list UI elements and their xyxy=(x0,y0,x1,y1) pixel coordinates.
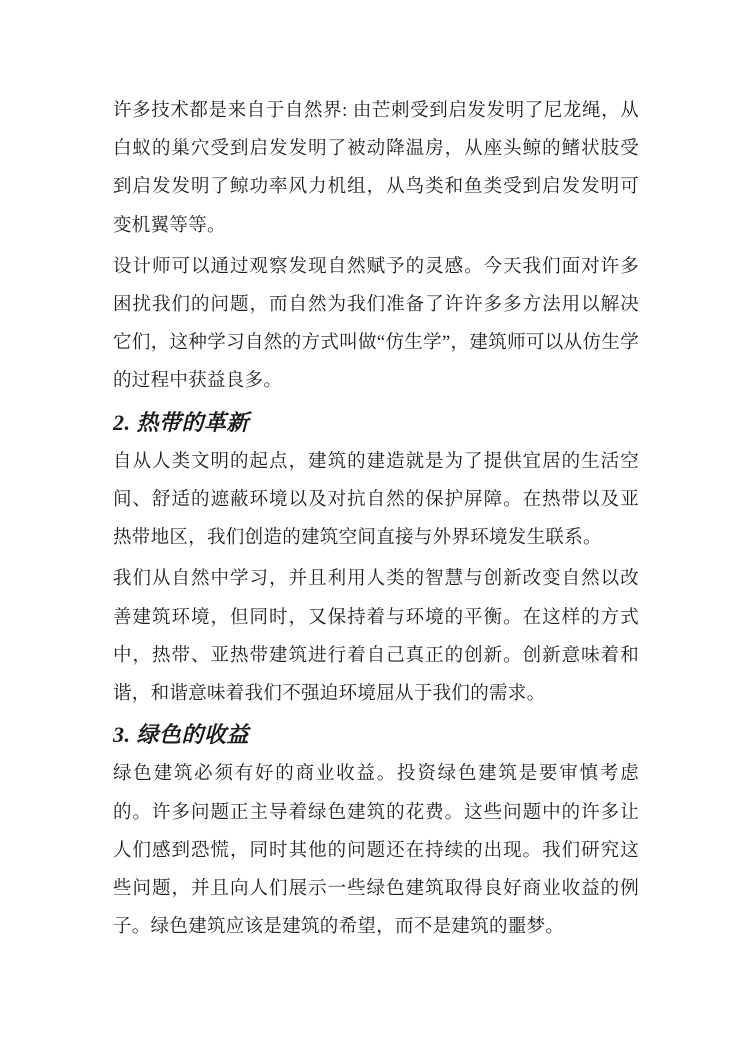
document-content xyxy=(113,92,639,946)
section-heading-tropical-innovation: 2. 热带的革新 xyxy=(113,409,250,435)
paragraph-design-inspiration: 设计师可以通过观察发现自然赋予的灵感。今天我们面对许多困扰我们的问题，而自然为我们准备了许许多多方法用以解决它们，这种学习自然的方式叫做“仿生学”，建筑师可以从仿生学的过程中获益良多。 xyxy=(113,256,639,392)
paragraph-biomimicry-examples: 许多技术都是来自于自然界: 由芒刺受到启发发明了尼龙绳，从白蚁的巢穴受到启发发明了被动降温房，从座头鲸的鳍状肢受到启发发明了鲸功率风力机组，从鸟类和鱼类受到启发发明可变机翼等等。 xyxy=(113,101,639,236)
paragraph-civilization-building: 自从人类文明的起点，建筑的建造就是为了提供宜居的生活空间、舒适的遮蔽环境以及对抗自然的保护屏障。在热带以及亚热带地区，我们创造的建筑空间直接与外界环境发生联系。 xyxy=(113,451,639,549)
section-heading-green-returns: 3. 绿色的收益 xyxy=(113,722,250,748)
paragraph-learning-from-nature: 我们从自然中学习，并且利用人类的智慧与创新改变自然以改善建筑环境，但同时，又保持着与环境的平衡。在这样的方式中，热带、亚热带建筑进行着自己真正的创新。创新意味着和谐，和谐意味着我们不强迫环境屈从于我们的需求。 xyxy=(113,569,639,705)
paragraph-green-building-returns: 绿色建筑必须有好的商业收益。投资绿色建筑是要审慎考虑的。许多问题正主导着绿色建筑的花费。这些问题中的许多让人们感到恐慌，同时其他的问题还在持续的出现。我们研究这些问题，并且向人们展示一些绿色建筑取得良好商业收益的例子。绿色建筑应该是建筑的希望，而不是建筑的噩梦。 xyxy=(113,764,639,938)
